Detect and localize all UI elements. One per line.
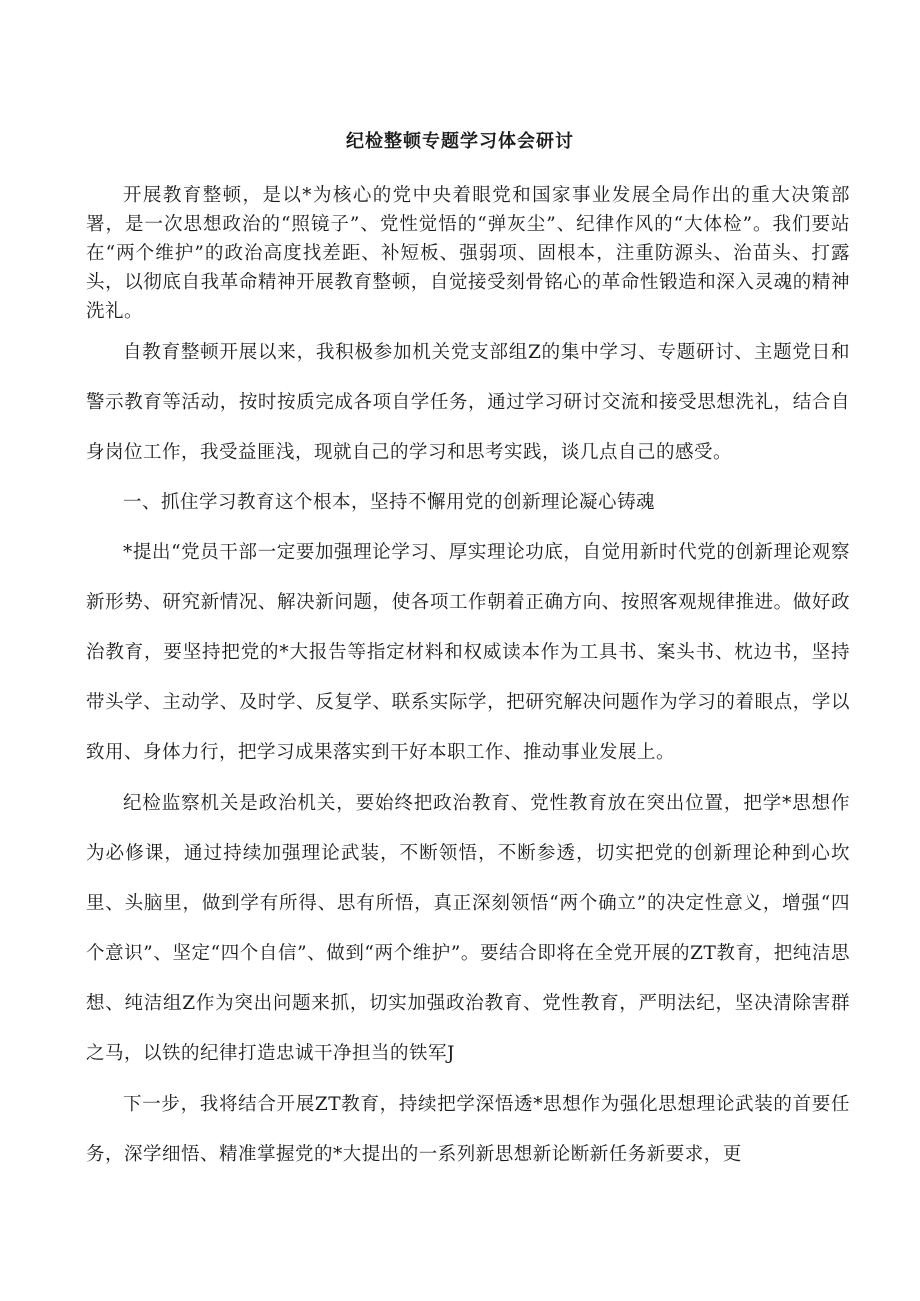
paragraph-theory-study: *提出“党员干部一定要加强理论学习、厚实理论功底，自觉用新时代党的创新理论观察新形势、研究新情况、解决新问题，使各项工作朝着正确方向、按照客观规律推进。做好政治教育，要坚持把党的*大报告等指定材料和权威读本作为工具书、案头书、枕边书，坚持带头学、主动学、及时学、反复学、联系实际学，把研究解决问题作为学习的着眼点，学以致用、身体力行，把学习成果落实到干好本职工作、推动事业发展上。 xyxy=(86,542,850,763)
paragraph-next-steps: 下一步，我将结合开展ZT教育，持续把学深悟透*思想作为强化思想理论武装的首要任务，深学细悟、精准掌握党的*大提出的一系列新思想新论断新任务新要求，更 xyxy=(86,1094,850,1165)
paragraph-discipline-organs: 纪检监察机关是政治机关，要始终把政治教育、党性教育放在突出位置，把学*思想作为必修课，通过持续加强理论武装，不断领悟，不断参透，切实把党的创新理论种到心坎里、头脑里，做到学有所得、思有所悟，真正深刻领悟“两个确立”的决定性意义，增强“四个意识”、坚定“四个自信”、做到“两个维护”。要结合即将在全党开展的ZT教育，把纯洁思想、纯洁组Z作为突出问题来抓，切实加强政治教育、党性教育，严明法纪，坚决清除害群之马，以铁的纪律打造忠诚干净担当的铁军J xyxy=(86,793,850,1064)
section-heading-1: 一、抓住学习教育这个根本，坚持不懈用党的创新理论凝心铸魂 xyxy=(123,492,656,513)
paragraph-participation: 自教育整顿开展以来，我积极参加机关党支部组Z的集中学习、专题研讨、主题党日和警示教育等活动，按时按质完成各项自学任务，通过学习研讨交流和接受思想洗礼，结合自身岗位工作，我受益匪浅，现就自己的学习和思考实践，谈几点自己的感受。 xyxy=(86,342,850,463)
paragraph-intro: 开展教育整顿，是以*为核心的党中央着眼党和国家事业发展全局作出的重大决策部署，是一次思想政治的“照镜子”、党性觉悟的“弹灰尘”、纪律作风的“大体检”。我们要站在“两个维护”的政治高度找差距、补短板、强弱项、固根本，注重防源头、治苗头、打露头，以彻底自我革命精神开展教育整顿，自觉接受刻骨铭心的革命性锻造和深入灵魂的精神洗礼。 xyxy=(86,185,850,322)
document-title: 纪检整顿专题学习体会研讨 xyxy=(346,131,574,152)
